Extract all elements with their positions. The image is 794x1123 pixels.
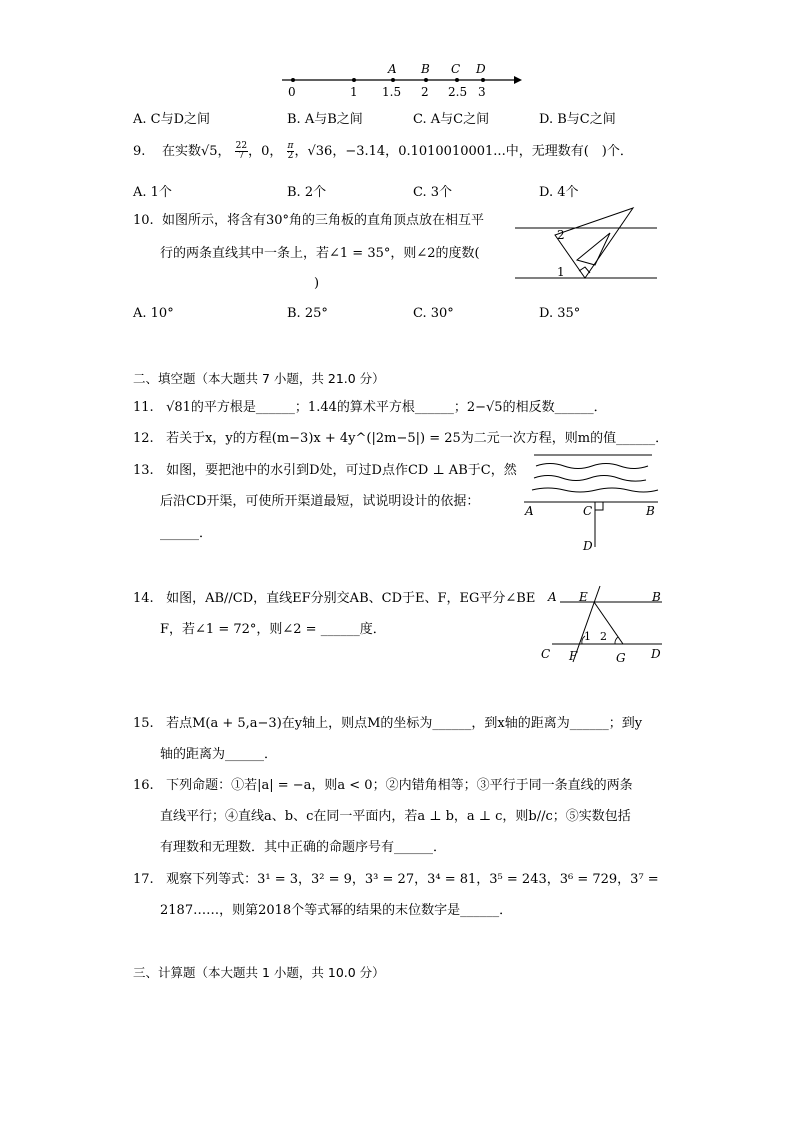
q16-line2: 直线平行；④直线a、b、c在同一平面内，若a ⊥ b，a ⊥ c，则b//c；⑤实数包括	[160, 809, 631, 824]
label-e: E	[579, 590, 588, 604]
q13-number: 13.	[133, 463, 154, 478]
q14-line1	[133, 589, 535, 609]
q9-stem: 9. 在实数√5， $\frac{22}{7}$ ，0， $\frac{\pi}{2}$ ，√36，−3.14，0.1010010001...中，无理数有( )个．	[133, 141, 633, 161]
q8-option-c: C. A与C之间	[413, 112, 490, 127]
q12-text: 若关于x，y的方程(m−3)x + 4y^(|2m−5|) = 25为二元一次方程，则m的值______．	[166, 431, 669, 446]
q10-option-d: D. 35°	[539, 306, 581, 321]
pond-canal-figure	[522, 452, 662, 554]
point-c: C	[583, 504, 593, 518]
q8-option-d: D. B与C之间	[539, 112, 616, 127]
q9-option-b: B. 2个	[287, 185, 327, 200]
q13-line1	[133, 461, 517, 481]
q9-option-d: D. 4个	[539, 185, 579, 200]
q13-text-1: 如图，要把池中的水引到D处，可过D点作CD ⊥ AB于C，然	[166, 463, 517, 478]
point-label-d: D	[476, 62, 486, 76]
q13-line2: 后沿CD开渠，可使所开渠道最短，试说明设计的依据：	[160, 494, 480, 509]
label-d: D	[651, 647, 661, 661]
parallel-lines-figure	[538, 582, 668, 668]
q15-line1	[133, 714, 642, 734]
q15-line2: 轴的距离为______．	[160, 747, 278, 762]
q14-number: 14.	[133, 591, 154, 606]
q8-option-a: A. C与D之间	[133, 112, 211, 127]
number-line-figure	[276, 60, 526, 102]
angle-1: 1	[584, 630, 591, 643]
q17-text-1: 观察下列等式：3¹ = 3，3² = 9，3³ = 27，3⁴ = 81，3⁵ = 243，3⁶ = 729，3⁷ =	[166, 872, 659, 887]
q14-line2: F，若∠1 = 72°，则∠2 = ______度．	[160, 622, 386, 637]
point-label-b: B	[421, 62, 430, 76]
tick-label-2-5: 2.5	[448, 85, 468, 99]
q16-line1	[133, 776, 633, 796]
q17-line1	[133, 870, 659, 890]
q9-option-a: A. 1个	[133, 185, 172, 200]
q9-item-neg314: −3.14	[345, 144, 386, 159]
q9-option-c: C. 3个	[413, 185, 453, 200]
q16-number: 16.	[133, 778, 154, 793]
label-a: A	[548, 590, 557, 604]
angle-2: 2	[600, 630, 607, 643]
angle-label-2: 2	[557, 228, 565, 242]
q9-item-sqrt5: √5	[200, 144, 218, 159]
q11-text: √81的平方根是______；1.44的算术平方根______；2−√5的相反数______．	[166, 400, 607, 415]
q9-item-decimal: 0.1010010001...	[398, 144, 506, 159]
angle-label-1: 1	[557, 265, 565, 279]
tick-label-0: 0	[288, 85, 296, 99]
q11-number: 11.	[133, 400, 154, 415]
q10-option-b: B. 25°	[287, 306, 328, 321]
q9-item-pi-over-2: $\frac{\pi}{2}$	[287, 141, 294, 161]
q10-option-c: C. 30°	[413, 306, 454, 321]
q10-text-1: 如图所示，将含有30°角的三角板的直角顶点放在相互平	[161, 213, 484, 228]
q8-option-b: B. A与B之间	[287, 112, 363, 127]
q12-number: 12.	[133, 431, 154, 446]
label-b: B	[652, 590, 661, 604]
q10-line1	[133, 211, 484, 231]
section-2-title: 二、填空题（本大题共 7 小题，共 21.0 分）	[133, 371, 385, 386]
q9-item-sqrt36: √36	[307, 144, 333, 159]
q12-line	[133, 429, 668, 449]
q9-text-pre: 在实数	[161, 144, 201, 159]
label-f: F	[569, 649, 578, 663]
q14-text-1: 如图，AB//CD，直线EF分别交AB、CD于E、F，EG平分∠BE	[166, 591, 536, 606]
q15-text-1: 若点M(a + 5,a−3)在y轴上，则点M的坐标为______，到x轴的距离为______；到y	[166, 716, 643, 731]
point-b: B	[646, 504, 655, 518]
q11-line	[133, 398, 607, 418]
q10-option-a: A. 10°	[133, 306, 174, 321]
q9-item-fraction: $\frac{22}{7}$	[235, 141, 248, 161]
point-d: D	[583, 539, 593, 553]
q9-text-post: 中，无理数有( )个．	[505, 144, 633, 159]
q15-number: 15.	[133, 716, 154, 731]
label-c: C	[541, 647, 551, 661]
q9-item-zero: 0	[261, 144, 270, 159]
q13-line3: ______．	[160, 526, 213, 541]
q10-line3: )	[314, 276, 320, 291]
section-3-title: 三、计算题（本大题共 1 小题，共 10.0 分）	[133, 965, 385, 980]
q16-line3: 有理数和无理数．其中正确的命题序号有______．	[160, 840, 447, 855]
q9-number: 9.	[133, 144, 146, 159]
point-label-a: A	[388, 62, 397, 76]
q17-line2: 2187……，则第2018个等式幂的结果的末位数字是______．	[160, 903, 513, 918]
tick-label-1-5: 1.5	[382, 85, 402, 99]
tick-label-2: 2	[421, 85, 429, 99]
q10-number: 10.	[133, 213, 154, 228]
label-g: G	[616, 651, 626, 665]
q17-number: 17.	[133, 872, 154, 887]
point-a: A	[525, 504, 534, 518]
triangle-ruler-figure	[515, 205, 660, 287]
point-label-c: C	[451, 62, 461, 76]
tick-label-3: 3	[478, 85, 486, 99]
q16-text-1: 下列命题：①若|a| = −a，则a < 0；②内错角相等；③平行于同一条直线的两条	[166, 778, 633, 793]
q10-line2: 行的两条直线其中一条上，若∠1 = 35°，则∠2的度数(	[160, 246, 480, 261]
tick-label-1: 1	[350, 85, 358, 99]
